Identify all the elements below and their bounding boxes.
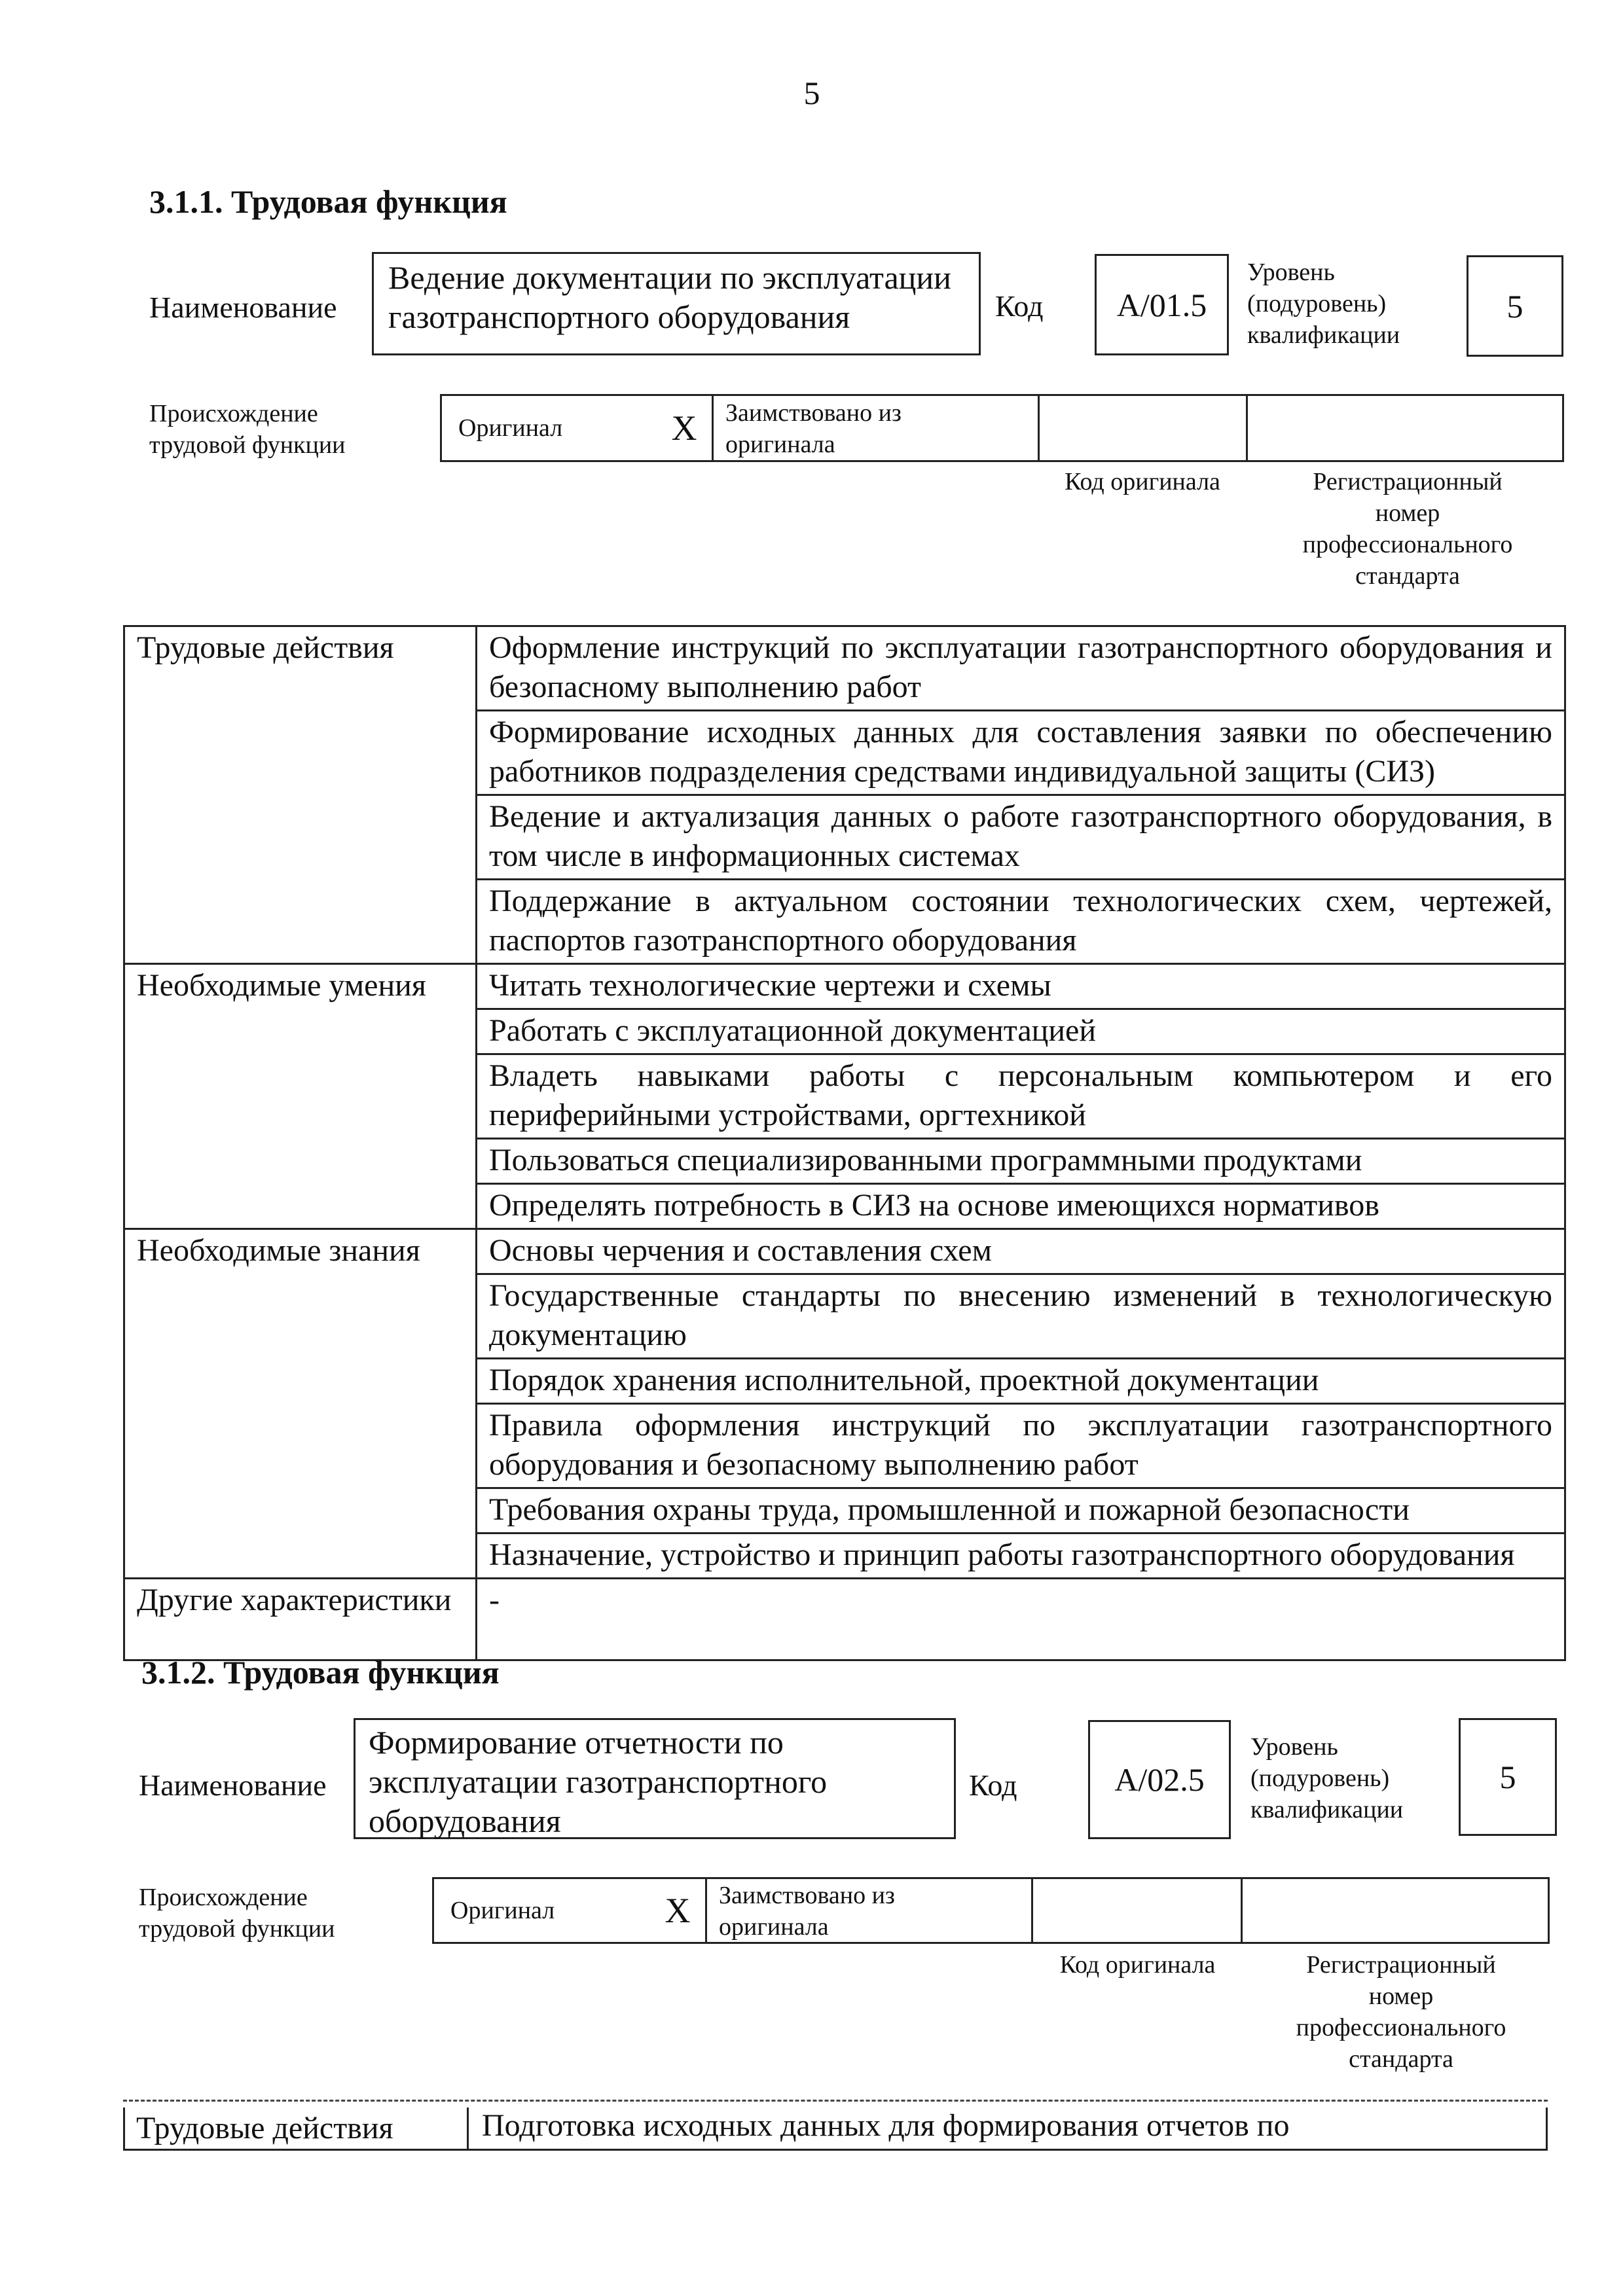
- level-label-line: (подуровень): [1250, 1765, 1390, 1792]
- knowledge-item: Государственные стандарты по внесению изменений в технологическую документацию: [477, 1274, 1565, 1359]
- divider: [467, 2108, 469, 2151]
- table-row: [124, 1579, 1565, 1660]
- reg-caption-line: стандарта: [1355, 562, 1460, 590]
- knowledge-item: Основы черчения и составления схем: [477, 1229, 1565, 1274]
- original-label: Оригинал: [458, 414, 563, 442]
- reg-caption-line: Регистрационный: [1306, 1951, 1496, 1979]
- function-name-box: [372, 252, 981, 355]
- table-top-border: [123, 2100, 1548, 2104]
- reg-number-caption: [1264, 466, 1552, 592]
- level-label-line: квалификации: [1250, 1796, 1404, 1823]
- section-heading-3-1-1: 3.1.1. Трудовая функция: [149, 183, 507, 220]
- skill-item: Определять потребность в СИЗ на основе имеющихся нормативов: [477, 1184, 1565, 1229]
- skill-item: Владеть навыками работы с персональным компьютером и его периферийными устройствами, оргтехникой: [477, 1054, 1565, 1139]
- labor-action-item: Поддержание в актуальном состоянии технологических схем, чертежей, паспортов газотранспортного оборудования: [477, 880, 1565, 964]
- level-label-line: Уровень: [1250, 1733, 1338, 1761]
- code-label: Код: [969, 1768, 1017, 1802]
- labor-actions-label: Трудовые действия: [136, 2111, 393, 2145]
- reg-caption-line: номер: [1368, 1982, 1434, 2010]
- level-value: 5: [1506, 287, 1523, 325]
- borrowed-label: [719, 1880, 895, 1943]
- reg-caption-line: профессионального: [1302, 531, 1513, 558]
- name-label: Наименование: [139, 1768, 327, 1802]
- function-name-line: газотранспортного оборудования: [388, 298, 850, 335]
- original-label: Оригинал: [450, 1897, 555, 1924]
- origin-row: [440, 394, 1564, 462]
- page-number: 5: [803, 75, 820, 111]
- divider: [705, 1877, 707, 1944]
- code-value: А/01.5: [1116, 286, 1207, 323]
- function-name-line: Ведение документации по эксплуатации: [388, 259, 951, 296]
- skills-label: Необходимые умения: [124, 964, 477, 1229]
- code-value: А/02.5: [1114, 1761, 1205, 1798]
- level-value: 5: [1499, 1759, 1516, 1795]
- reg-number-caption: [1254, 1949, 1548, 2075]
- skill-item: Читать технологические чертежи и схемы: [477, 964, 1565, 1009]
- skill-item: Пользоваться специализированными программными продуктами: [477, 1139, 1565, 1184]
- code-label: Код: [995, 289, 1044, 323]
- borrowed-label-line: оригинала: [719, 1913, 829, 1941]
- labor-action-item: Ведение и актуализация данных о работе газотранспортного оборудования, в том числе в информационных системах: [477, 795, 1565, 880]
- labor-action-item: Оформление инструкций по эксплуатации газотранспортного оборудования и безопасному выполнению работ: [477, 626, 1565, 711]
- divider: [1246, 394, 1248, 462]
- borrowed-label-line: Заимствовано из: [719, 1882, 895, 1909]
- original-mark: X: [671, 408, 697, 448]
- reg-caption-line: стандарта: [1349, 2045, 1453, 2073]
- borrowed-label-line: Заимствовано из: [725, 399, 902, 427]
- table-row: [124, 964, 1565, 1009]
- origin-label: [149, 398, 346, 461]
- table-row: [124, 1229, 1565, 1274]
- skill-item: Работать с эксплуатационной документацией: [477, 1009, 1565, 1054]
- level-box: [1459, 1718, 1557, 1836]
- reg-caption-line: номер: [1375, 499, 1440, 527]
- level-label: [1250, 1731, 1403, 1825]
- origin-label-line: трудовой функции: [139, 1915, 335, 1943]
- level-label-line: (подуровень): [1247, 290, 1387, 317]
- divider: [1038, 394, 1040, 462]
- other-characteristics-value: -: [477, 1579, 1565, 1660]
- origin-label-line: трудовой функции: [149, 431, 346, 459]
- section-heading-3-1-2: 3.1.2. Трудовая функция: [141, 1654, 500, 1691]
- level-label: [1247, 257, 1400, 351]
- knowledge-item: Правила оформления инструкций по эксплуатации газотранспортного оборудования и безопасному выполнению работ: [477, 1404, 1565, 1488]
- function-name-line: оборудования: [369, 1803, 561, 1839]
- code-box: [1088, 1720, 1231, 1839]
- name-label: Наименование: [149, 291, 337, 324]
- labor-actions-label: Трудовые действия: [124, 626, 477, 964]
- original-mark: X: [665, 1891, 691, 1930]
- labor-action-item: Формирование исходных данных для составления заявки по обеспечению работников подразделения средствами индивидуальной защиты (СИЗ): [477, 711, 1565, 795]
- function-name-box: [354, 1718, 956, 1839]
- knowledge-item: Требования охраны труда, промышленной и пожарной безопасности: [477, 1488, 1565, 1534]
- function-name-line: Формирование отчетности по: [369, 1724, 784, 1761]
- borrowed-label-line: оригинала: [725, 431, 835, 458]
- origin-label-line: Происхождение: [149, 400, 318, 427]
- code-original-caption: Код оригинала: [1059, 1951, 1216, 1979]
- other-characteristics-label: Другие характеристики: [124, 1579, 477, 1660]
- level-label-line: Уровень: [1247, 259, 1335, 286]
- origin-label: [139, 1882, 335, 1945]
- labor-action-item: Подготовка исходных данных для формирования отчетов по: [482, 2108, 1290, 2143]
- origin-label-line: Происхождение: [139, 1884, 308, 1911]
- level-box: [1467, 255, 1563, 357]
- borrowed-label: [725, 397, 902, 460]
- function-name-line: эксплуатации газотранспортного: [369, 1763, 828, 1800]
- table-row: [124, 626, 1565, 711]
- knowledge-label: Необходимые знания: [124, 1229, 477, 1579]
- level-label-line: квалификации: [1247, 321, 1400, 349]
- code-original-caption: Код оригинала: [1065, 468, 1220, 495]
- reg-caption-line: Регистрационный: [1313, 468, 1503, 495]
- knowledge-item: Порядок хранения исполнительной, проектной документации: [477, 1359, 1565, 1404]
- labor-function-table: [123, 625, 1566, 1661]
- origin-row: [432, 1877, 1550, 1944]
- divider: [712, 394, 714, 462]
- reg-caption-line: профессионального: [1296, 2014, 1506, 2041]
- divider: [1031, 1877, 1033, 1944]
- knowledge-item: Назначение, устройство и принцип работы газотранспортного оборудования: [477, 1534, 1565, 1579]
- divider: [1241, 1877, 1243, 1944]
- code-box: [1095, 254, 1229, 355]
